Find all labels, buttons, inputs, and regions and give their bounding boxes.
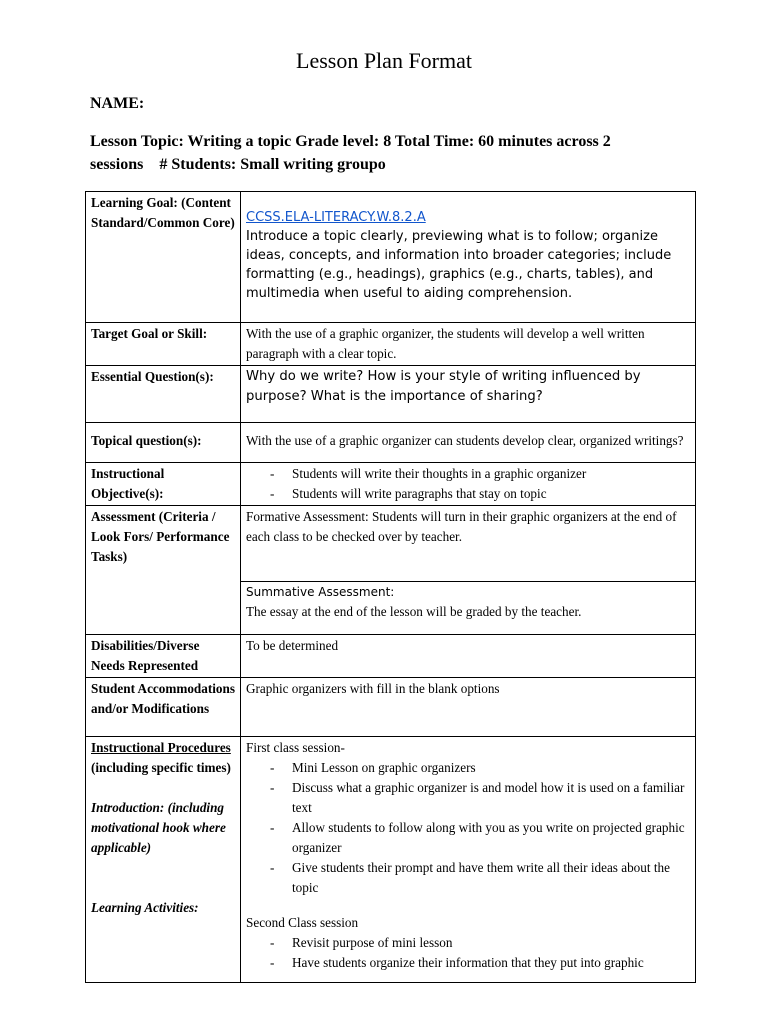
learning-goal-cell — [241, 192, 696, 323]
disabilities-text: To be determined — [241, 635, 696, 678]
learning-goal-label: Learning Goal: (Content Standard/Common Core) — [86, 192, 241, 323]
list-item: - Discuss what a graphic organizer is and model how it is used on a familiar text — [270, 778, 690, 818]
topical-question-text: With the use of a graphic organizer can students develop clear, organized writings? — [241, 423, 696, 463]
row-essential-question — [86, 366, 696, 423]
essential-question-label: Essential Question(s): — [86, 366, 241, 423]
formative-assessment-text: Formative Assessment: Students will turn in their graphic organizers at the end of each class to be checked over by teacher. — [241, 506, 696, 582]
list-item: - Revisit purpose of mini lesson — [270, 933, 690, 953]
target-goal-text: With the use of a graphic organizer, the students will develop a well written paragraph with a clear topic. — [241, 323, 696, 366]
procedures-cell — [241, 737, 696, 983]
learning-goal-text: Introduce a topic clearly, previewing what is to follow; organize ideas, concepts, and information into broader categories; include formatting (e.g., headings), graphics (e.g., charts, tables), and multimedia when useful to aiding comprehension. — [246, 229, 672, 301]
row-target-goal — [86, 323, 696, 366]
accommodations-text: Graphic organizers with fill in the blank options — [241, 678, 696, 737]
essential-question-text: Why do we write? How is your style of writing influenced by purpose? What is the importance of sharing? — [241, 366, 696, 423]
session1-title: First class session- — [246, 740, 345, 755]
lesson-info — [90, 130, 690, 176]
session2-title: Second Class session — [246, 915, 359, 930]
list-item: - Allow students to follow along with you as you write on projected graphic organizer — [270, 818, 690, 858]
row-disabilities — [86, 635, 696, 678]
summative-title: Summative Assessment: — [246, 585, 395, 599]
assessment-label: Assessment (Criteria / Look Fors/ Performance Tasks) — [86, 506, 241, 635]
row-objectives — [86, 463, 696, 506]
lesson-plan-table — [85, 191, 696, 983]
introduction-label: Introduction: (including motivational hook where applicable) — [91, 800, 226, 855]
list-item: - Have students organize their information that they put into graphic — [270, 953, 690, 973]
summative-assessment-cell — [241, 582, 696, 635]
list-item: - Mini Lesson on graphic organizers — [270, 758, 690, 778]
row-topical-question — [86, 423, 696, 463]
row-accommodations — [86, 678, 696, 737]
name-label: NAME: — [90, 95, 145, 112]
list-item: - Give students their prompt and have them write all their ideas about the topic — [270, 858, 690, 898]
row-assessment-formative — [86, 506, 696, 582]
row-procedures — [86, 737, 696, 983]
procedures-label-rest: (including specific times) — [91, 760, 231, 775]
list-item: - Students will write their thoughts in a graphic organizer — [270, 464, 690, 484]
list-item: - Students will write paragraphs that stay on topic — [270, 484, 690, 504]
summative-text: The essay at the end of the lesson will be graded by the teacher. — [246, 604, 582, 619]
disabilities-label: Disabilities/Diverse Needs Represented — [86, 635, 241, 678]
objectives-label: Instructional Objective(s): — [86, 463, 241, 506]
objectives-cell — [241, 463, 696, 506]
lesson-info-line1: Lesson Topic: Writing a topic Grade level: 8 Total Time: 60 minutes across 2 — [90, 133, 611, 150]
standard-link[interactable]: CCSS.ELA-LITERACY.W.8.2.A — [246, 210, 426, 225]
lesson-info-line2: sessions # Students: Small writing groupo — [90, 156, 386, 173]
row-learning-goal — [86, 192, 696, 323]
accommodations-label: Student Accommodations and/or Modifications — [86, 678, 241, 737]
procedures-label: Instructional Procedures — [91, 740, 231, 755]
target-goal-label: Target Goal or Skill: — [86, 323, 241, 366]
procedures-label-cell — [86, 737, 241, 983]
topical-question-label: Topical question(s): — [86, 423, 241, 463]
learning-activities-label: Learning Activities: — [91, 900, 199, 915]
page-title: Lesson Plan Format — [296, 48, 472, 73]
